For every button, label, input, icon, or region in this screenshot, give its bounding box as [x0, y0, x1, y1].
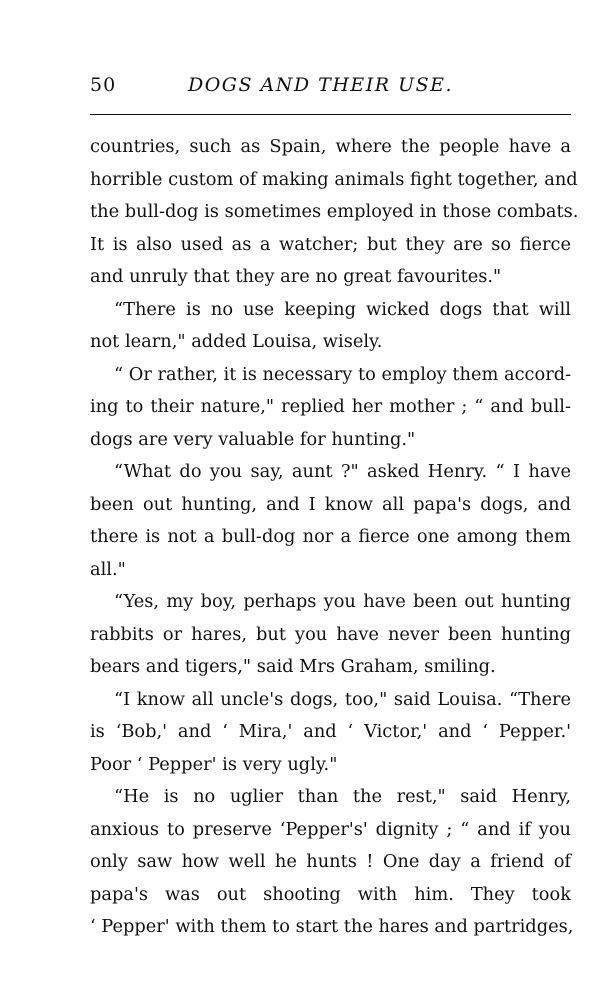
text-line: “ Or rather, it is necessary to employ them accord-	[114, 363, 572, 385]
text-line: “What do you say, aunt ?" asked Henry. “ I have	[114, 461, 571, 482]
text-line: all."	[90, 558, 126, 580]
text-line: countries, such as Spain, where the people have a	[90, 136, 571, 157]
text-line: and unruly that they are no great favourites."	[90, 266, 502, 287]
text-line: Poor ‘ Pepper' is very ugly."	[90, 753, 338, 775]
text-line: horrible custom of making animals fight together, and	[90, 168, 578, 190]
header-rule	[90, 114, 571, 115]
text-line: bears and tigers," said Mrs Graham, smiling.	[90, 656, 496, 677]
text-line: rabbits or hares, but you have never been hunting	[90, 623, 571, 645]
text-line: not learn," added Louisa, wisely.	[90, 331, 383, 352]
text-line: the bull-dog is sometimes employed in those combats.	[90, 201, 579, 222]
text-line: “There is no use keeping wicked dogs that will	[114, 298, 571, 320]
page-number: 50	[90, 74, 117, 96]
text-line: is ‘Bob,' and ‘ Mira,' and ‘ Victor,' and ‘ Pepper.'	[90, 721, 571, 742]
text-line: “I know all uncle's dogs, too," said Louisa. “There	[114, 688, 571, 710]
text-line: “He is no uglier than the rest," said Henry,	[114, 786, 571, 807]
text-line: ing to their nature," replied her mother ; “ and bull-	[90, 396, 571, 417]
text-line: there is not a bull-dog nor a fierce one among them	[90, 526, 571, 547]
text-line: It is also used as a watcher; but they are so fierce	[90, 233, 571, 255]
text-line: only saw how well he hunts ! One day a friend of	[90, 851, 571, 872]
page-header	[90, 74, 570, 104]
text-line: dogs are very valuable for hunting."	[90, 428, 416, 450]
text-line: ‘ Pepper' with them to start the hares and partridges,	[90, 916, 574, 937]
text-line: been out hunting, and I know all papa's dogs, and	[90, 493, 571, 515]
body-text	[90, 131, 579, 944]
running-title: DOGS AND THEIR USE.	[188, 74, 454, 96]
text-line: anxious to preserve ‘Pepper's' dignity ; “ and if you	[90, 818, 571, 840]
text-line: “Yes, my boy, perhaps you have been out hunting	[114, 591, 571, 612]
text-line: papa's was out shooting with him. They took	[90, 883, 571, 905]
